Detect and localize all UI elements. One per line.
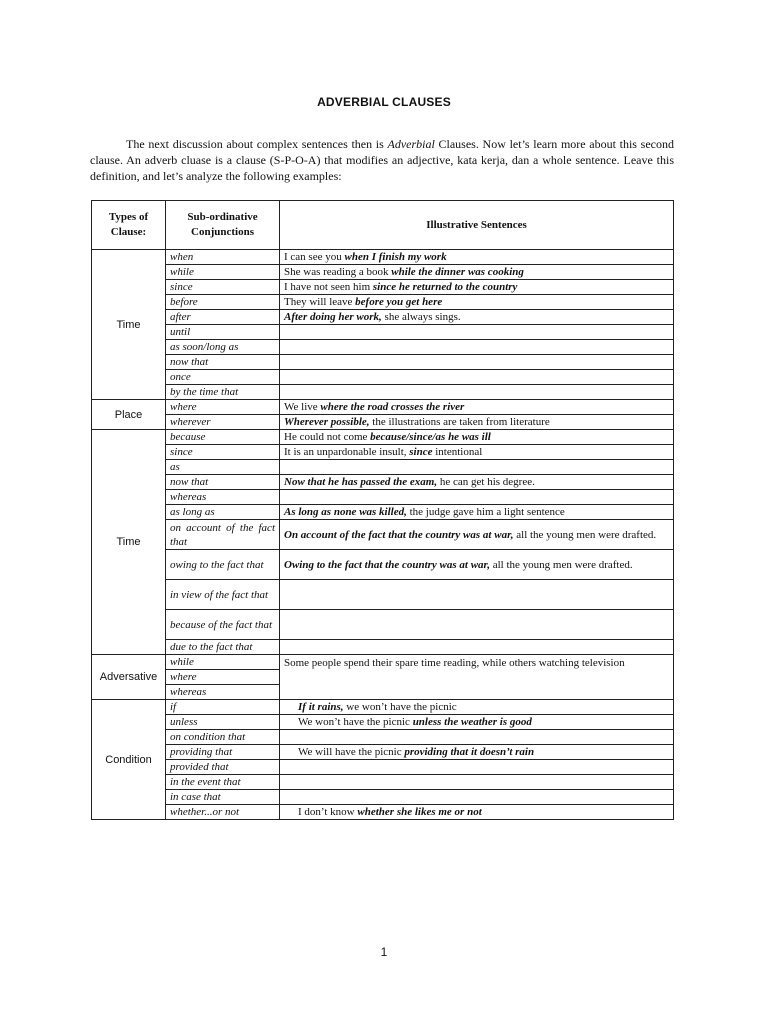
- emphasized-clause: where the road crosses the river: [320, 401, 465, 413]
- table-row: [92, 700, 674, 715]
- illustrative-sentence-cell: [280, 745, 674, 760]
- conjunction-cell: on condition that: [166, 730, 280, 745]
- emphasized-clause: while the dinner was cooking: [391, 266, 524, 278]
- illustrative-sentence-cell: [280, 775, 674, 790]
- conjunction-cell: since: [166, 280, 280, 295]
- sentence-text: We live: [284, 401, 321, 413]
- clause-type-cell: Time: [92, 430, 166, 655]
- table-row: [92, 370, 674, 385]
- sentence-text: I have not seen him: [284, 281, 373, 293]
- sentence-text: We will have the picnic: [298, 746, 405, 758]
- sentence-text: all the young men were drafted.: [489, 558, 633, 571]
- illustrative-sentence-cell: [280, 475, 674, 490]
- emphasized-clause: whether she likes me or not: [357, 806, 482, 818]
- conjunction-cell: after: [166, 310, 280, 325]
- sentence-text: It is an unpardonable insult,: [284, 446, 410, 458]
- emphasized-clause: when I finish my work: [344, 251, 447, 263]
- conjunction-cell: as: [166, 460, 280, 475]
- sentence-text: the illustrations are taken from literature: [369, 416, 550, 428]
- table-row: [92, 265, 674, 280]
- sentence-text: Some people spend their spare time reading, while others watching television: [284, 657, 625, 669]
- table-row: [92, 460, 674, 475]
- conjunction-cell: as long as: [166, 505, 280, 520]
- clause-type-cell: Adversative: [92, 655, 166, 700]
- emphasized-clause: Owing to the fact that the country was at war,: [284, 558, 490, 571]
- sentence-text: We won’t have the picnic: [298, 716, 413, 728]
- illustrative-sentence-cell: [280, 295, 674, 310]
- conjunction-cell: as soon/long as: [166, 340, 280, 355]
- conjunction-cell: provided that: [166, 760, 280, 775]
- sentence-text: He could not come: [284, 431, 371, 443]
- table-row: [92, 295, 674, 310]
- emphasized-clause: As long as none was killed,: [284, 506, 407, 518]
- conjunction-cell: due to the fact that: [166, 640, 280, 655]
- table-row: [92, 550, 674, 580]
- table-row: [92, 715, 674, 730]
- emphasized-clause: before you get here: [355, 296, 443, 308]
- conjunction-cell: now that: [166, 355, 280, 370]
- conjunction-cell: if: [166, 700, 280, 715]
- emphasized-clause: because/since/as he was ill: [370, 431, 491, 443]
- table-row: [92, 445, 674, 460]
- conjunction-cell: providing that: [166, 745, 280, 760]
- conjunction-cell: on account of the fact that: [166, 520, 280, 550]
- illustrative-sentence-cell: [280, 310, 674, 325]
- illustrative-sentence-cell: [280, 445, 674, 460]
- table-row: [92, 805, 674, 820]
- illustrative-sentence-cell: [280, 280, 674, 295]
- illustrative-sentence-cell: [280, 490, 674, 505]
- illustrative-sentence-cell: [280, 460, 674, 475]
- conjunction-cell: when: [166, 250, 280, 265]
- emphasized-clause: After doing her work,: [284, 311, 382, 323]
- illustrative-sentence-cell: [280, 640, 674, 655]
- illustrative-sentence-cell: [280, 760, 674, 775]
- table-row: [92, 475, 674, 490]
- header-conjunctions: Sub-ordinative Conjunctions: [166, 201, 280, 250]
- sentence-text: The next discussion about complex sentences then is: [126, 137, 388, 151]
- table-row: [92, 790, 674, 805]
- conjunction-cell: once: [166, 370, 280, 385]
- illustrative-sentence-cell: [280, 805, 674, 820]
- table-row: [92, 325, 674, 340]
- emphasized-clause: Now that he has passed the exam,: [284, 476, 438, 488]
- emphasized-clause: On account of the fact that the country was at war,: [284, 528, 514, 541]
- sentence-text: They will leave: [284, 296, 356, 308]
- conjunction-cell: whereas: [166, 490, 280, 505]
- illustrative-sentence-cell: [280, 415, 674, 430]
- table-row: [92, 280, 674, 295]
- conjunction-cell: in view of the fact that: [166, 580, 280, 610]
- illustrative-sentence-cell: [280, 430, 674, 445]
- page-title: ADVERBIAL CLAUSES: [317, 95, 451, 109]
- conjunction-cell: where: [166, 400, 280, 415]
- table-row: [92, 340, 674, 355]
- illustrative-sentence-cell: [280, 580, 674, 610]
- conjunction-cell: whereas: [166, 685, 280, 700]
- sentence-text: all the young men were drafted.: [513, 528, 657, 541]
- clause-type-cell: Condition: [92, 700, 166, 820]
- sentence-text: the judge gave him a light sentence: [406, 506, 565, 518]
- table-row: [92, 760, 674, 775]
- conjunction-cell: because of the fact that: [166, 610, 280, 640]
- table-row: [92, 490, 674, 505]
- sentence-text: Adverbial: [387, 137, 435, 151]
- conjunction-cell: owing to the fact that: [166, 550, 280, 580]
- illustrative-sentence-cell: [280, 610, 674, 640]
- illustrative-sentence-cell: [280, 790, 674, 805]
- table-row: [92, 505, 674, 520]
- conjunction-cell: in the event that: [166, 775, 280, 790]
- emphasized-clause: If it rains,: [298, 701, 344, 713]
- conjunction-cell: because: [166, 430, 280, 445]
- illustrative-sentence-cell: [280, 325, 674, 340]
- clause-type-cell: Place: [92, 400, 166, 430]
- sentence-text: he can get his degree.: [437, 476, 535, 488]
- illustrative-sentence-cell: [280, 370, 674, 385]
- illustrative-sentence-cell: [280, 655, 674, 700]
- table-row: [92, 520, 674, 550]
- table-row: [92, 655, 674, 670]
- sentence-text: She was reading a book: [284, 266, 392, 278]
- header-sentences: Illustrative Sentences: [280, 201, 674, 250]
- conjunction-cell: since: [166, 445, 280, 460]
- table-row: [92, 745, 674, 760]
- conjunction-cell: while: [166, 265, 280, 280]
- illustrative-sentence-cell: [280, 505, 674, 520]
- illustrative-sentence-cell: [280, 715, 674, 730]
- illustrative-sentence-cell: [280, 265, 674, 280]
- emphasized-clause: providing that it doesn’t rain: [404, 746, 535, 758]
- intro-paragraph: [90, 136, 674, 184]
- clause-type-cell: Time: [92, 250, 166, 400]
- illustrative-sentence-cell: [280, 520, 674, 550]
- table-header-row: [92, 201, 674, 250]
- emphasized-clause: since he returned to the country: [372, 281, 518, 293]
- illustrative-sentence-cell: [280, 385, 674, 400]
- conjunction-cell: now that: [166, 475, 280, 490]
- conjunction-cell: where: [166, 670, 280, 685]
- conjunction-cell: until: [166, 325, 280, 340]
- table-row: [92, 775, 674, 790]
- table-row: [92, 580, 674, 610]
- table-row: [92, 430, 674, 445]
- emphasized-clause: unless the weather is good: [412, 716, 532, 728]
- emphasized-clause: since: [409, 446, 433, 458]
- table-row: [92, 310, 674, 325]
- table-row: [92, 610, 674, 640]
- conjunction-cell: unless: [166, 715, 280, 730]
- table-row: [92, 415, 674, 430]
- table-row: [92, 640, 674, 655]
- illustrative-sentence-cell: [280, 400, 674, 415]
- conjunction-cell: by the time that: [166, 385, 280, 400]
- sentence-text: I don’t know: [298, 806, 358, 818]
- header-types: Types of Clause:: [92, 201, 166, 250]
- conjunction-cell: in case that: [166, 790, 280, 805]
- table-row: [92, 355, 674, 370]
- conjunction-cell: before: [166, 295, 280, 310]
- sentence-text: I can see you: [284, 251, 345, 263]
- table-row: [92, 385, 674, 400]
- sentence-text: we won’t have the picnic: [343, 701, 457, 713]
- sentence-text: intentional: [432, 446, 483, 458]
- table-row: [92, 400, 674, 415]
- conjunction-cell: while: [166, 655, 280, 670]
- table-row: [92, 730, 674, 745]
- illustrative-sentence-cell: [280, 700, 674, 715]
- illustrative-sentence-cell: [280, 340, 674, 355]
- table-row: [92, 250, 674, 265]
- page-number: 1: [380, 945, 388, 959]
- sentence-text: she always sings.: [381, 311, 461, 323]
- illustrative-sentence-cell: [280, 730, 674, 745]
- illustrative-sentence-cell: [280, 355, 674, 370]
- illustrative-sentence-cell: [280, 250, 674, 265]
- conjunction-cell: wherever: [166, 415, 280, 430]
- conjunction-cell: whether...or not: [166, 805, 280, 820]
- sentence-text: Clauses. Now let’s learn more about this second clause. An adverb cluase is a clause (S-P-O-A) that modifies an adjective, kata kerja, dan a whole sentence. Leave this definition, and let’s analyze the following examples:: [90, 137, 674, 183]
- illustrative-sentence-cell: [280, 550, 674, 580]
- emphasized-clause: Wherever possible,: [284, 416, 370, 428]
- adverbial-clauses-table: [91, 200, 674, 820]
